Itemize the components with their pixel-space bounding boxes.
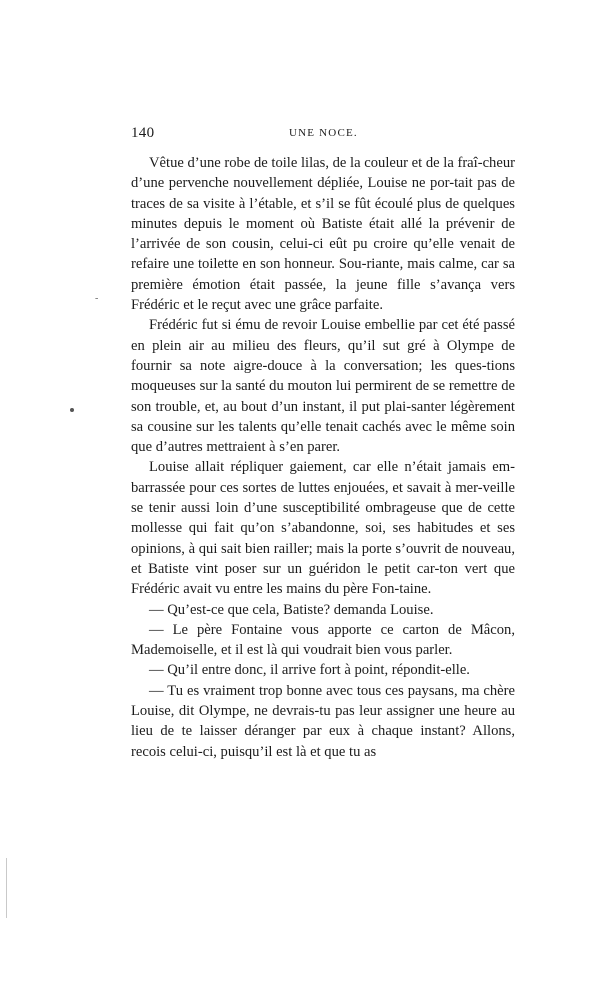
paragraph: — Qu’est-ce que cela, Batiste? demanda Louise. [149,601,434,618]
paragraph: Louise allait répliquer gaiement, car elle n’était jamais em-barrassée pour ces sortes de luttes enjouées, et savait à mer-veille se tenir aussi loin d’une susceptibilité ombrageuse que de cette mollesse qui fait qu’on s’abandonne, soi, ses habitudes et ses opinions, à qui sait bien railler; mais la porte s’ouvrit de nouveau, et Batiste vint poser sur un guéridon le petit car-ton vert que Frédéric avait vu entre les mains du père Fon-taine. [131,459,515,598]
paragraph: — Qu’il entre donc, il arrive fort à point, répondit-elle. [149,662,470,679]
body-text [131,153,515,762]
page-number: 140 [131,125,155,141]
paragraph: — Le père Fontaine vous apporte ce carton de Mâcon, Mademoiselle, et il est là qui voudrait bien vous parler. [131,621,515,659]
paragraph: Frédéric fut si ému de revoir Louise embellie par cet été passé en plein air au milieu des fleurs, qu’il sut gré à Olympe de fournir sa note aigre-douce à la conversation; les ques-tions moqueuses sur la santé du mouton lui permirent de se remettre de son trouble, et, au bout d’un instant, il put plai-santer légèrement sa cousine sur les talents qu’elle tenait cachés avec le même soin que d’autres mettraient à s’en parer. [131,317,515,456]
paragraph: Vêtue d’une robe de toile lilas, de la couleur et de la fraî-cheur d’une pervenche nouvellement dépliée, Louise ne por-tait pas de traces de sa visite à l’étable, et s’il se fût écoulé plus de quelques minutes depuis le moment où Batiste était allé la prévenir de l’arrivée de son cousin, celui-ci eût pu croire qu’elle venait de refaire une toilette en son honneur. Sou-riante, mais calme, car sa première émotion était passée, la jeune fille s’avança vers Frédéric et le reçut avec une grâce parfaite. [131,155,515,314]
gutter-edge-line [6,858,7,918]
running-head: UNE NOCE. [289,127,358,139]
paragraph: — Tu es vraiment trop bonne avec tous ces paysans, ma chère Louise, dit Olympe, ne devrais-tu pas leur assigner une heure au lieu de te laisser déranger par eux à chaque instant? Allons, recois celui-ci, puisqu’il est là et que tu as [131,682,515,760]
margin-dash-mark: - [95,293,99,304]
page-header [131,125,515,145]
margin-ink-dot [70,408,74,412]
